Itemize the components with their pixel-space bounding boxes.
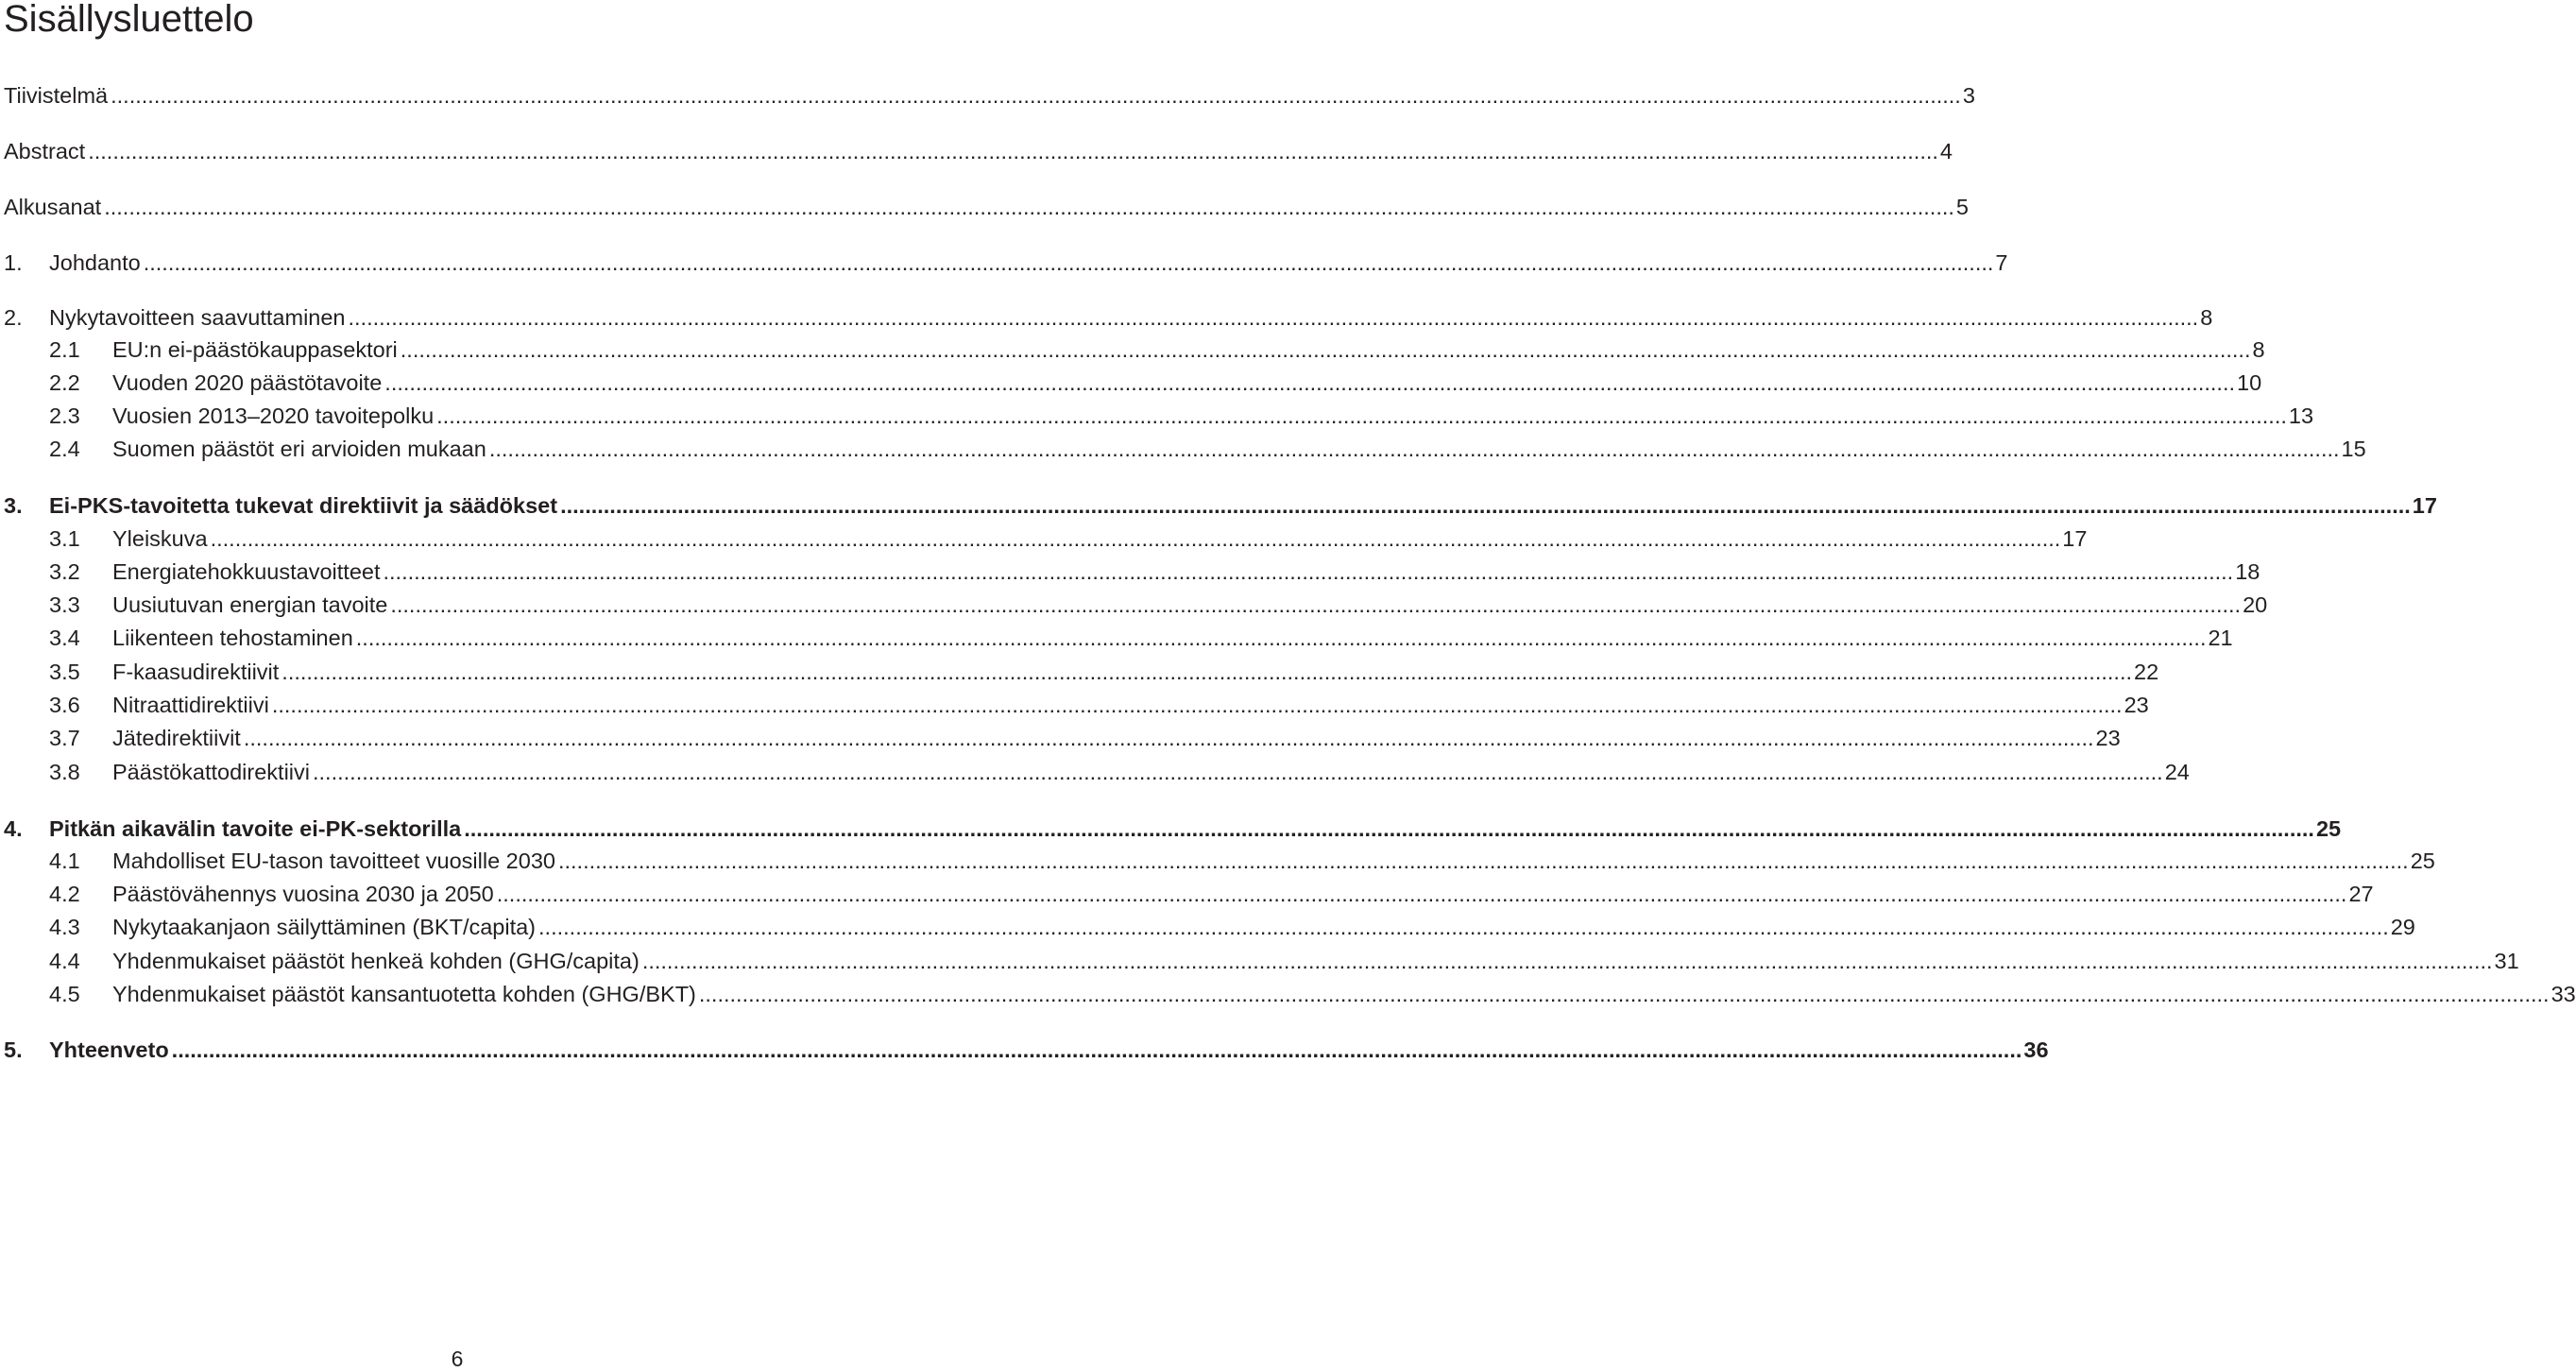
toc-entry-page: 8 xyxy=(2200,305,2213,330)
toc-entry-number: 2.4 xyxy=(49,437,80,461)
toc-entry-label: Yhteenveto xyxy=(49,1038,169,1062)
toc-entry[interactable] xyxy=(4,369,2262,397)
toc-entry-label: Pitkän aikavälin tavoite ei-PK-sektorilla xyxy=(49,816,462,841)
toc-entry[interactable] xyxy=(4,402,2314,430)
toc-entry-label: Nykytaakanjaon säilyttäminen (BKT/capita) xyxy=(112,915,537,939)
toc-entry-number: 4.1 xyxy=(49,849,80,873)
toc-entry-page: 22 xyxy=(2134,660,2159,684)
toc-entry-page: 13 xyxy=(2288,403,2314,428)
toc-entry[interactable] xyxy=(4,658,2159,686)
toc-entry[interactable] xyxy=(4,491,2437,520)
toc-entry-number: 3.7 xyxy=(49,726,80,750)
dot-leader: ............................................................................................................................................................................................................................................................................................................ xyxy=(383,559,2234,584)
dot-leader: ............................................................................................................................................................................................................................................................................................................ xyxy=(88,139,1938,163)
dot-leader: ............................................................................................................................................................................................................................................................................................................ xyxy=(210,526,2061,551)
dot-leader: ............................................................................................................................................................................................................................................................................................................ xyxy=(348,305,2199,330)
toc-entry-label: Suomen päästöt eri arvioiden mukaan xyxy=(112,437,486,461)
toc-entry-number: 2. xyxy=(4,305,23,330)
toc-entry-page: 3 xyxy=(1962,83,1975,108)
toc-entry-page: 27 xyxy=(2348,882,2374,906)
toc-entry-number: 2.2 xyxy=(49,370,80,395)
toc-entry-number: 4.2 xyxy=(49,882,80,906)
toc-entry-number: 1. xyxy=(4,250,23,275)
toc-entry[interactable] xyxy=(4,435,2366,463)
dot-leader: ............................................................................................................................................................................................................................................................................................................ xyxy=(488,437,2340,461)
dot-leader: ............................................................................................................................................................................................................................................................................................................ xyxy=(104,195,1954,219)
toc-entry-number: 2.3 xyxy=(49,403,80,428)
toc-entry-page: 17 xyxy=(2062,526,2088,551)
toc-entry[interactable] xyxy=(4,880,2374,908)
toc-entry-label: Päästökattodirektiivi xyxy=(112,760,310,784)
toc-entry-number: 2.1 xyxy=(49,337,80,362)
dot-leader: ............................................................................................................................................................................................................................................................................................................ xyxy=(384,370,2236,395)
toc-entry-label: Jätedirektiivit xyxy=(112,726,241,750)
toc-entry-label: Ei-PKS-tavoitetta tukevat direktiivit ja säädökset xyxy=(49,493,558,518)
toc-entry-number: 4.4 xyxy=(49,949,80,973)
toc-entry-number: 3.8 xyxy=(49,760,80,784)
toc-entry-label: Abstract xyxy=(4,139,86,163)
toc-entry-label: Vuosien 2013–2020 tavoitepolku xyxy=(112,403,435,428)
toc-entry[interactable] xyxy=(4,624,2233,652)
toc-entry[interactable] xyxy=(4,815,2342,843)
toc-entry[interactable] xyxy=(4,303,2213,332)
toc-entry[interactable] xyxy=(4,137,1953,165)
dot-leader: ............................................................................................................................................................................................................................................................................................................ xyxy=(243,726,2094,750)
toc-entry-number: 4.5 xyxy=(49,982,80,1006)
toc-entry-number: 4.3 xyxy=(49,915,80,939)
toc-entry-label: Alkusanat xyxy=(4,195,102,219)
toc-entry-label: Nykytavoitteen saavuttaminen xyxy=(49,305,346,330)
toc-entry[interactable] xyxy=(4,81,1975,110)
toc-entry-label: F-kaasudirektiivit xyxy=(112,660,280,684)
toc-entry-label: Yhdenmukaiset päästöt henkeä kohden (GHG/capita) xyxy=(112,949,640,973)
dot-leader: ............................................................................................................................................................................................................................................................................................................ xyxy=(698,982,2550,1006)
toc-entry-page: 10 xyxy=(2237,370,2262,395)
toc-entry-page: 25 xyxy=(2410,849,2435,873)
toc-entry[interactable] xyxy=(4,335,2265,364)
dot-leader: ............................................................................................................................................................................................................................................................................................................ xyxy=(436,403,2287,428)
toc-entry-label: Yhdenmukaiset päästöt kansantuotetta kohden (GHG/BKT) xyxy=(112,982,696,1006)
dot-leader: ............................................................................................................................................................................................................................................................................................................ xyxy=(271,693,2123,717)
dot-leader: ............................................................................................................................................................................................................................................................................................................ xyxy=(355,626,2207,650)
dot-leader: ............................................................................................................................................................................................................................................................................................................ xyxy=(496,882,2347,906)
toc-entry-number: 3.4 xyxy=(49,626,80,650)
dot-leader: ............................................................................................................................................................................................................................................................................................................ xyxy=(143,250,1994,275)
toc-entry-page: 15 xyxy=(2341,437,2366,461)
page-title: Sisällysluettelo xyxy=(4,0,254,40)
toc-entry[interactable] xyxy=(4,249,2008,277)
toc-entry-number: 3.5 xyxy=(49,660,80,684)
toc-entry-number: 3.6 xyxy=(49,693,80,717)
toc-entry-page: 8 xyxy=(2252,337,2265,362)
toc-entry-page: 29 xyxy=(2390,915,2415,939)
toc-entry-label: Yleiskuva xyxy=(112,526,208,551)
dot-leader: ............................................................................................................................................................................................................................................................................................................ xyxy=(560,493,2411,518)
page-number: 6 xyxy=(451,1346,464,1371)
toc-entry-page: 20 xyxy=(2243,592,2268,617)
toc-entry-page: 18 xyxy=(2235,559,2260,584)
toc-entry-page: 23 xyxy=(2095,726,2121,750)
dot-leader: ............................................................................................................................................................................................................................................................................................................ xyxy=(111,83,1961,108)
toc-entry-number: 3.2 xyxy=(49,559,80,584)
toc-entry-page: 23 xyxy=(2124,693,2149,717)
dot-leader: ............................................................................................................................................................................................................................................................................................................ xyxy=(313,760,2163,784)
dot-leader: ............................................................................................................................................................................................................................................................................................................ xyxy=(464,816,2314,841)
toc-entry-number: 3.3 xyxy=(49,592,80,617)
toc-entry-label: Uusiutuvan energian tavoite xyxy=(112,592,388,617)
toc-entry-page: 25 xyxy=(2315,816,2342,841)
toc-entry[interactable] xyxy=(4,947,2519,975)
dot-leader: ............................................................................................................................................................................................................................................................................................................ xyxy=(171,1038,2022,1062)
toc-entry-number: 4. xyxy=(4,816,23,841)
toc-entry-label: Nitraattidirektiivi xyxy=(112,693,269,717)
toc-entry-label: EU:n ei-päästökauppasektori xyxy=(112,337,398,362)
toc-entry-page: 21 xyxy=(2208,626,2233,650)
toc-entry-page: 24 xyxy=(2164,760,2190,784)
toc-entry[interactable] xyxy=(4,691,2149,719)
toc-entry[interactable] xyxy=(4,913,2415,941)
toc-entry[interactable] xyxy=(4,724,2121,752)
dot-leader: ............................................................................................................................................................................................................................................................................................................ xyxy=(281,660,2133,684)
toc-entry[interactable] xyxy=(4,847,2435,875)
toc-entry-page: 4 xyxy=(1939,139,1953,163)
toc-entry-label: Tiivistelmä xyxy=(4,83,109,108)
toc-entry-page: 33 xyxy=(2550,982,2576,1006)
toc-entry-page: 31 xyxy=(2494,949,2519,973)
toc-entry-label: Mahdolliset EU-tason tavoitteet vuosille 2030 xyxy=(112,849,555,873)
toc-entry[interactable] xyxy=(4,524,2088,553)
toc-entry-number: 3.1 xyxy=(49,526,80,551)
toc-entry-label: Päästövähennys vuosina 2030 ja 2050 xyxy=(112,882,494,906)
dot-leader: ............................................................................................................................................................................................................................................................................................................ xyxy=(641,949,2493,973)
toc-entry[interactable] xyxy=(4,591,2268,619)
dot-leader: ............................................................................................................................................................................................................................................................................................................ xyxy=(400,337,2251,362)
toc-entry[interactable] xyxy=(4,758,2190,786)
toc-entry-label: Vuoden 2020 päästötavoite xyxy=(112,370,383,395)
toc-entry-label: Liikenteen tehostaminen xyxy=(112,626,353,650)
toc-entry-label: Energiatehokkuustavoitteet xyxy=(112,559,381,584)
toc-entry-page: 5 xyxy=(1955,195,1969,219)
toc-entry-number: 3. xyxy=(4,493,23,518)
toc-entry-page: 7 xyxy=(1995,250,2008,275)
toc-entry[interactable] xyxy=(4,980,2576,1008)
dot-leader: ............................................................................................................................................................................................................................................................................................................ xyxy=(538,915,2389,939)
toc-entry-page: 36 xyxy=(2023,1038,2049,1062)
toc-entry-number: 5. xyxy=(4,1038,23,1062)
toc-entry[interactable] xyxy=(4,193,1969,221)
toc-entry-label: Johdanto xyxy=(49,250,141,275)
toc-entry[interactable] xyxy=(4,557,2260,586)
toc-entry[interactable] xyxy=(4,1036,2049,1064)
dot-leader: ............................................................................................................................................................................................................................................................................................................ xyxy=(390,592,2242,617)
dot-leader: ............................................................................................................................................................................................................................................................................................................ xyxy=(557,849,2409,873)
toc-entry-page: 17 xyxy=(2412,493,2437,518)
